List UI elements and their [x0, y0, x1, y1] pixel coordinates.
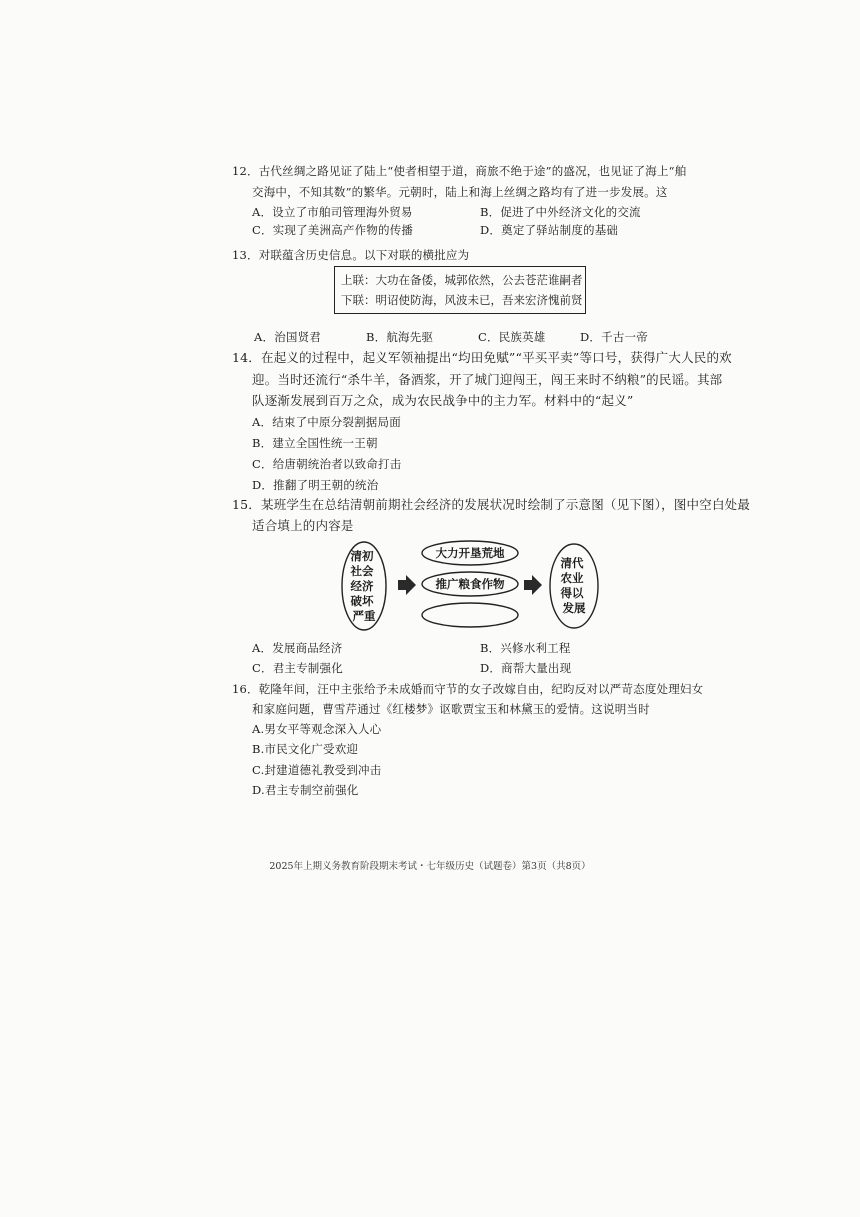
q13-option-b: B．航海先驱 — [366, 330, 434, 344]
q15-option-a: A．发展商品经济 — [252, 641, 343, 655]
q16-option-b: B.市民文化广受欢迎 — [252, 742, 359, 756]
left-line-5: 严重 — [352, 609, 376, 623]
q14-stem-line1: 14．在起义的过程中，起义军领袖提出“均田免赋”“平买平卖”等口号，获得广大人民的欢 — [232, 350, 732, 365]
q12-stem-line1: 12．古代丝绸之路见证了陆上“使者相望于道，商旅不绝于途”的盛况，也见证了海上“舶 — [232, 164, 687, 178]
q13-option-a: A．治国贤君 — [254, 330, 322, 344]
left-line-1: 清初 — [350, 549, 374, 563]
right-oval-text — [560, 556, 587, 615]
arrow-right-icon-2 — [524, 575, 542, 595]
q13-stem: 13．对联蕴含历史信息。以下对联的横批应为 — [232, 248, 470, 262]
right-line-2: 农业 — [560, 571, 584, 585]
economy-diagram — [340, 538, 610, 634]
q16-option-d: D.君主专制空前强化 — [252, 783, 359, 797]
right-line-4: 发展 — [562, 601, 586, 615]
q15-stem-line1: 15．某班学生在总结清朝前期社会经济的发展状况时绘制了示意图（见下图），图中空白处最 — [232, 497, 751, 512]
q12-option-a: A．设立了市舶司管理海外贸易 — [252, 205, 413, 219]
q14-option-a: A．结束了中原分裂割据局面 — [252, 415, 401, 429]
q12-option-c: C．实现了美洲高产作物的传播 — [252, 223, 414, 237]
q16-stem-line1: 16．乾隆年间，汪中主张给予未成婚而守节的女子改嫁自由，纪昀反对以严苛态度处理妇女 — [232, 682, 704, 696]
couplet-box — [334, 266, 586, 314]
left-oval-text — [349, 549, 377, 623]
q14-option-c: C．给唐朝统治者以致命打击 — [252, 457, 402, 471]
q13-option-c: C．民族英雄 — [478, 330, 546, 344]
couplet-upper: 上联：大功在备倭，城郭依然，公去苍茫谁嗣者 — [341, 273, 583, 287]
page-footer: 2025年上期义务教育阶段期末考试・七年级历史（试题卷）第3页（共8页） — [269, 861, 591, 872]
couplet-lower: 下联：明诏使防海，风波未已，吾来宏济愧前贤 — [341, 293, 583, 307]
q15-stem-line2: 适合填上的内容是 — [252, 518, 354, 533]
q16-option-a: A.男女平等观念深入人心 — [252, 722, 382, 736]
left-line-3: 经济 — [350, 579, 374, 593]
mid-oval-2-text: 推广粮食作物 — [435, 577, 505, 591]
q13-option-d: D．千古一帝 — [580, 330, 648, 344]
q15-option-b: B．兴修水利工程 — [480, 641, 571, 655]
right-line-3: 得以 — [560, 586, 584, 600]
q16-stem-line2: 和家庭问题，曹雪芹通过《红楼梦》讴歌贾宝玉和林黛玉的爱情。这说明当时 — [252, 702, 650, 716]
q12-option-b: B．促进了中外经济文化的交流 — [480, 205, 641, 219]
q14-option-b: B．建立全国性统一王朝 — [252, 436, 378, 450]
q14-stem-line3: 队逐渐发展到百万之众，成为农民战争中的主力军。材料中的“起义” — [252, 393, 634, 408]
mid-oval-3-blank — [422, 603, 518, 627]
arrow-right-icon — [398, 575, 416, 595]
mid-oval-1-text: 大力开垦荒地 — [435, 546, 505, 560]
left-line-4: 破坏 — [350, 594, 374, 608]
left-line-2: 社会 — [350, 564, 374, 578]
q14-stem-line2: 迎。当时还流行“杀牛羊，备酒浆，开了城门迎闯王，闯王来时不纳粮”的民谣。其部 — [252, 372, 723, 387]
q15-option-c: C．君主专制强化 — [252, 661, 343, 675]
q16-option-c: C.封建道德礼教受到冲击 — [252, 763, 382, 777]
q12-stem-line2: 交海中，不知其数”的繁华。元朝时，陆上和海上丝绸之路均有了进一步发展。这 — [252, 185, 668, 199]
right-line-1: 清代 — [560, 556, 584, 570]
q12-option-d: D．奠定了驿站制度的基础 — [480, 223, 619, 237]
q14-option-d: D．推翻了明王朝的统治 — [252, 478, 379, 492]
q15-option-d: D．商帮大量出现 — [480, 661, 572, 675]
